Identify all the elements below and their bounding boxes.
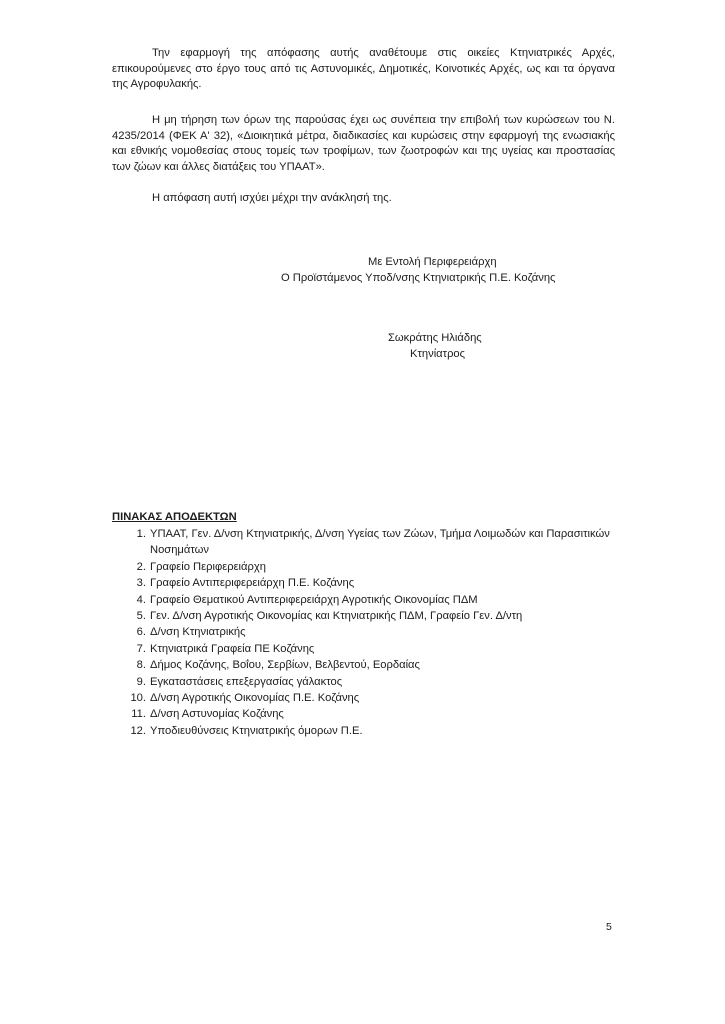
list-item-text: Γεν. Δ/νση Αγροτικής Οικονομίας και Κτηνιατρικής ΠΔΜ, Γραφείο Γεν. Δ/ντη [150,610,523,623]
list-item [112,723,622,739]
list-item [112,641,622,657]
list-item [112,526,622,559]
list-item [112,624,622,640]
page-number: 5 [606,921,612,933]
list-item-text: Υποδιευθύνσεις Κτηνιατρικής όμορων Π.Ε. [150,724,363,737]
list-item [112,674,622,690]
list-item [112,706,622,722]
list-item-text: Δ/νση Αγροτικής Οικονομίας Π.Ε. Κοζάνης [150,692,360,705]
list-item-number: 1. [136,528,146,540]
list-item-text: Δήμος Κοζάνης, Βοΐου, Σερβίων, Βελβεντού, Εορδαίας [150,659,420,672]
list-item-text: Γραφείο Αντιπεριφερειάρχη Π.Ε. Κοζάνης [150,577,355,590]
list-item-text: Δ/νση Κτηνιατρικής [150,626,246,639]
list-item-number: 6. [136,626,146,639]
list-item-number: 4. [136,593,146,606]
paragraph-sanctions [112,113,615,175]
list-item-number: 8. [136,659,146,672]
list-item-number: 9. [136,675,146,688]
paragraph-enforcement [112,46,615,93]
list-item-number: 12. [130,724,146,737]
paragraph-sanctions-text: Η μη τήρηση των όρων της παρούσας έχει ως συνέπεια την επιβολή των κυρώσεων του Ν. 4235/2014 (ΦΕΚ Α' 32), «Διοικητικά μέτρα, διαδικασίες και κυρώσεις στην εφαρμογή της ενωσιακής και εθνικής νομοθεσίας στους τομείς των τροφίμων, των ζωοτροφών και της υγείας και προστασίας των ζώων και άλλες διατάξεις του ΥΠΑΑΤ». [112,114,615,173]
list-item [112,575,622,591]
list-item [112,559,622,575]
paragraph-validity: Η απόφαση αυτή ισχύει μέχρι την ανάκλησή της. [152,192,392,204]
list-item-number: 7. [136,642,146,655]
signature-authority-line: Με Εντολή Περιφερειάρχη [368,256,497,268]
paragraph-enforcement-text: Την εφαρμογή της απόφασης αυτής αναθέτουμε στις οικείες Κτηνιατρικές Αρχές, επικουρούμενες στο έργο τους από τις Αστυνομικές, Δημοτικές, Κοινοτικές Αρχές, ως και τα όργανα της Αγροφυλακής. [112,47,615,90]
list-item-text: Εγκαταστάσεις επεξεργασίας γάλακτος [150,675,343,688]
list-item [112,690,622,706]
signature-position-line: Ο Προϊστάμενος Υποδ/νσης Κτηνιατρικής Π.Ε. Κοζάνης [281,272,556,284]
signatory-role: Κτηνίατρος [410,348,466,360]
list-item-text: Γραφείο Θεματικού Αντιπεριφερειάρχη Αγροτικής Οικονομίας ΠΔΜ [150,593,478,606]
list-item [112,592,622,608]
list-item-text: Κτηνιατρικά Γραφεία ΠΕ Κοζάνης [150,642,315,655]
list-item-number: 3. [136,577,146,590]
recipients-list [112,526,622,739]
list-item-number: 5. [136,610,146,623]
list-item [112,608,622,624]
list-item-number: 11. [131,708,146,721]
list-item [112,657,622,673]
list-item-number: 2. [136,560,146,573]
list-item-number: 10. [130,692,146,705]
list-item-text: ΥΠΑΑΤ, Γεν. Δ/νση Κτηνιατρικής, Δ/νση Υγείας των Ζώων, Τμήμα Λοιμωδών και Παρασιτικών Νοσημάτων [150,528,610,557]
list-item-text: Δ/νση Αστυνομίας Κοζάνης [150,708,284,721]
signatory-name: Σωκράτης Ηλιάδης [388,332,482,344]
recipients-title: ΠΙΝΑΚΑΣ ΑΠΟΔΕΚΤΩΝ [112,511,237,523]
list-item-text: Γραφείο Περιφερειάρχη [150,560,266,573]
